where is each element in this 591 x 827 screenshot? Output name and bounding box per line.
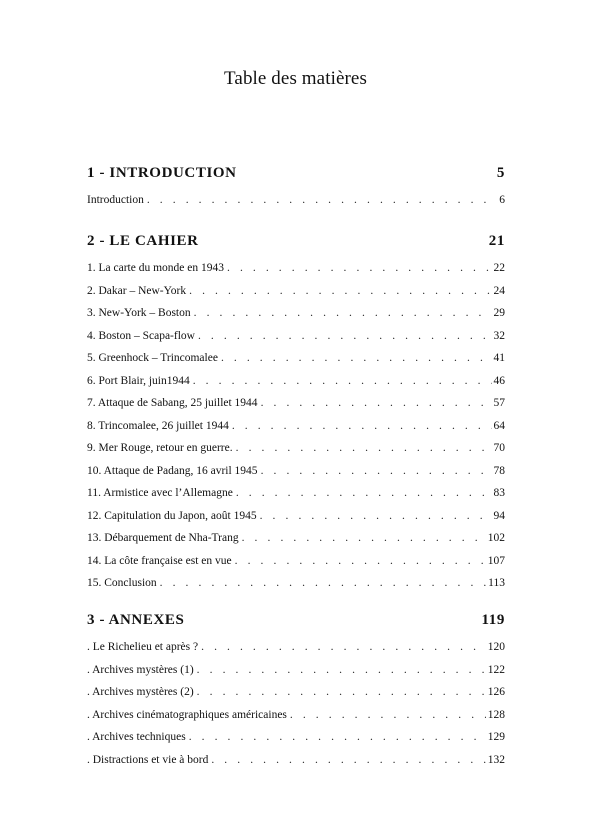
- dot-leader: [197, 686, 486, 698]
- toc-entry-page: 102: [487, 532, 505, 544]
- dot-leader: [147, 194, 497, 206]
- toc-entry[interactable]: [87, 420, 505, 436]
- dot-leader: [290, 709, 486, 721]
- dot-leader: [261, 397, 492, 409]
- toc-entry-label: 14. La côte française est en vue: [87, 554, 232, 567]
- toc-entry[interactable]: [87, 330, 505, 346]
- dot-leader: [261, 465, 492, 477]
- toc-entry-label: 6. Port Blair, juin1944: [87, 374, 190, 387]
- toc-entry-label: Introduction: [87, 194, 144, 206]
- toc-entry[interactable]: [87, 686, 505, 702]
- toc-entry-page: 126: [487, 686, 505, 698]
- toc-entry[interactable]: [87, 487, 505, 503]
- toc-entry-page: 41: [493, 352, 505, 364]
- section-heading-title: 3 - ANNEXES: [87, 612, 185, 628]
- toc-entry-label: 1. La carte du monde en 1943: [87, 262, 224, 274]
- toc-entry[interactable]: [87, 754, 505, 770]
- toc-entry[interactable]: [87, 510, 505, 526]
- toc-entry-label: 9. Mer Rouge, retour en guerre.: [87, 442, 233, 454]
- toc-entry-page: 83: [493, 487, 505, 499]
- toc-entry-label: 15. Conclusion: [87, 577, 157, 589]
- dot-leader: [235, 555, 486, 567]
- section-heading-page: 119: [481, 612, 505, 628]
- section-heading-page: 5: [496, 165, 505, 181]
- section-heading: [87, 612, 505, 629]
- dot-leader: [197, 664, 486, 676]
- toc-entry-label: . Archives techniques: [87, 731, 186, 743]
- toc-entry[interactable]: [87, 285, 505, 301]
- toc-entry-page: 78: [493, 464, 505, 477]
- toc-entry-label: 12. Capitulation du Japon, août 1945: [87, 509, 257, 522]
- toc-entry-page: 46: [493, 374, 505, 387]
- dot-leader: [236, 442, 492, 454]
- toc-entry[interactable]: [87, 352, 505, 368]
- toc-entry[interactable]: [87, 731, 505, 747]
- dot-leader: [221, 352, 492, 364]
- toc-entry-page: 24: [493, 284, 505, 297]
- toc-entry[interactable]: [87, 641, 505, 657]
- dot-leader: [260, 510, 492, 522]
- toc-entry[interactable]: [87, 397, 505, 413]
- dot-leader: [211, 754, 485, 766]
- section-heading-page: 21: [488, 233, 505, 249]
- toc-entry[interactable]: [87, 465, 505, 481]
- section-heading-title: 1 - INTRODUCTION: [87, 165, 237, 181]
- dot-leader: [232, 420, 492, 432]
- dot-leader: [189, 731, 486, 743]
- toc-entry-page: 29: [493, 307, 505, 319]
- toc-entry-label: . Archives mystères (1): [87, 663, 194, 676]
- toc-entry-page: 64: [493, 419, 505, 432]
- toc-entry-page: 122: [487, 663, 505, 676]
- toc-entry[interactable]: [87, 307, 505, 323]
- toc-entry-label: 5. Greenhock – Trincomalee: [87, 352, 218, 364]
- toc-entry-page: 6: [499, 194, 505, 206]
- toc-entry-page: 120: [487, 641, 505, 653]
- toc-entry[interactable]: [87, 375, 505, 391]
- toc-entry-page: 94: [493, 509, 505, 522]
- dot-leader: [160, 577, 487, 589]
- toc-entry-label: 8. Trincomalee, 26 juillet 1944: [87, 419, 229, 432]
- toc-entry-page: 70: [493, 442, 505, 454]
- toc-entry-label: . Le Richelieu et après ?: [87, 641, 199, 653]
- section-heading-title: 2 - LE CAHIER: [87, 233, 199, 249]
- toc-entry-page: 128: [487, 708, 505, 721]
- toc-entry[interactable]: [87, 555, 505, 571]
- toc-entry[interactable]: [87, 664, 505, 680]
- toc-entry-page: 132: [487, 753, 505, 766]
- toc-entry-page: 32: [493, 329, 505, 342]
- toc-entry[interactable]: [87, 577, 505, 593]
- dot-leader: [198, 330, 492, 342]
- toc-entry-label: 13. Débarquement de Nha-Trang: [87, 532, 239, 544]
- toc-entry[interactable]: [87, 532, 505, 548]
- toc-entry-label: . Archives mystères (2): [87, 686, 194, 698]
- toc-entry-page: 107: [487, 554, 505, 567]
- toc-entry-label: 10. Attaque de Padang, 16 avril 1945: [87, 464, 258, 477]
- page-title: Table des matières: [224, 68, 367, 89]
- toc-entry-label: 7. Attaque de Sabang, 25 juillet 1944: [87, 397, 258, 409]
- dot-leader: [201, 641, 486, 653]
- section-heading: [87, 165, 505, 182]
- toc-entry[interactable]: [87, 194, 505, 210]
- toc-entry-label: 11. Armistice avec l’Allemagne: [87, 487, 233, 499]
- toc-entry-label: 2. Dakar – New-York: [87, 284, 187, 297]
- toc-entry-page: 129: [487, 731, 505, 743]
- dot-leader: [193, 375, 492, 387]
- toc-entry-page: 57: [493, 397, 505, 409]
- toc-entry-label: 3. New-York – Boston: [87, 307, 191, 319]
- dot-leader: [194, 307, 492, 319]
- toc-entry-page: 22: [493, 262, 505, 274]
- dot-leader: [242, 532, 486, 544]
- section-heading: [87, 233, 505, 250]
- toc-entry[interactable]: [87, 442, 505, 458]
- toc-entry[interactable]: [87, 262, 505, 278]
- toc-entry-label: . Archives cinématographiques américaines: [87, 708, 287, 721]
- dot-leader: [236, 487, 492, 499]
- toc-entry[interactable]: [87, 709, 505, 725]
- dot-leader: [189, 285, 491, 297]
- toc-entry-page: 113: [488, 577, 505, 589]
- toc-entry-label: 4. Boston – Scapa-flow: [87, 329, 195, 342]
- dot-leader: [227, 262, 492, 274]
- toc-entry-label: . Distractions et vie à bord: [87, 753, 209, 766]
